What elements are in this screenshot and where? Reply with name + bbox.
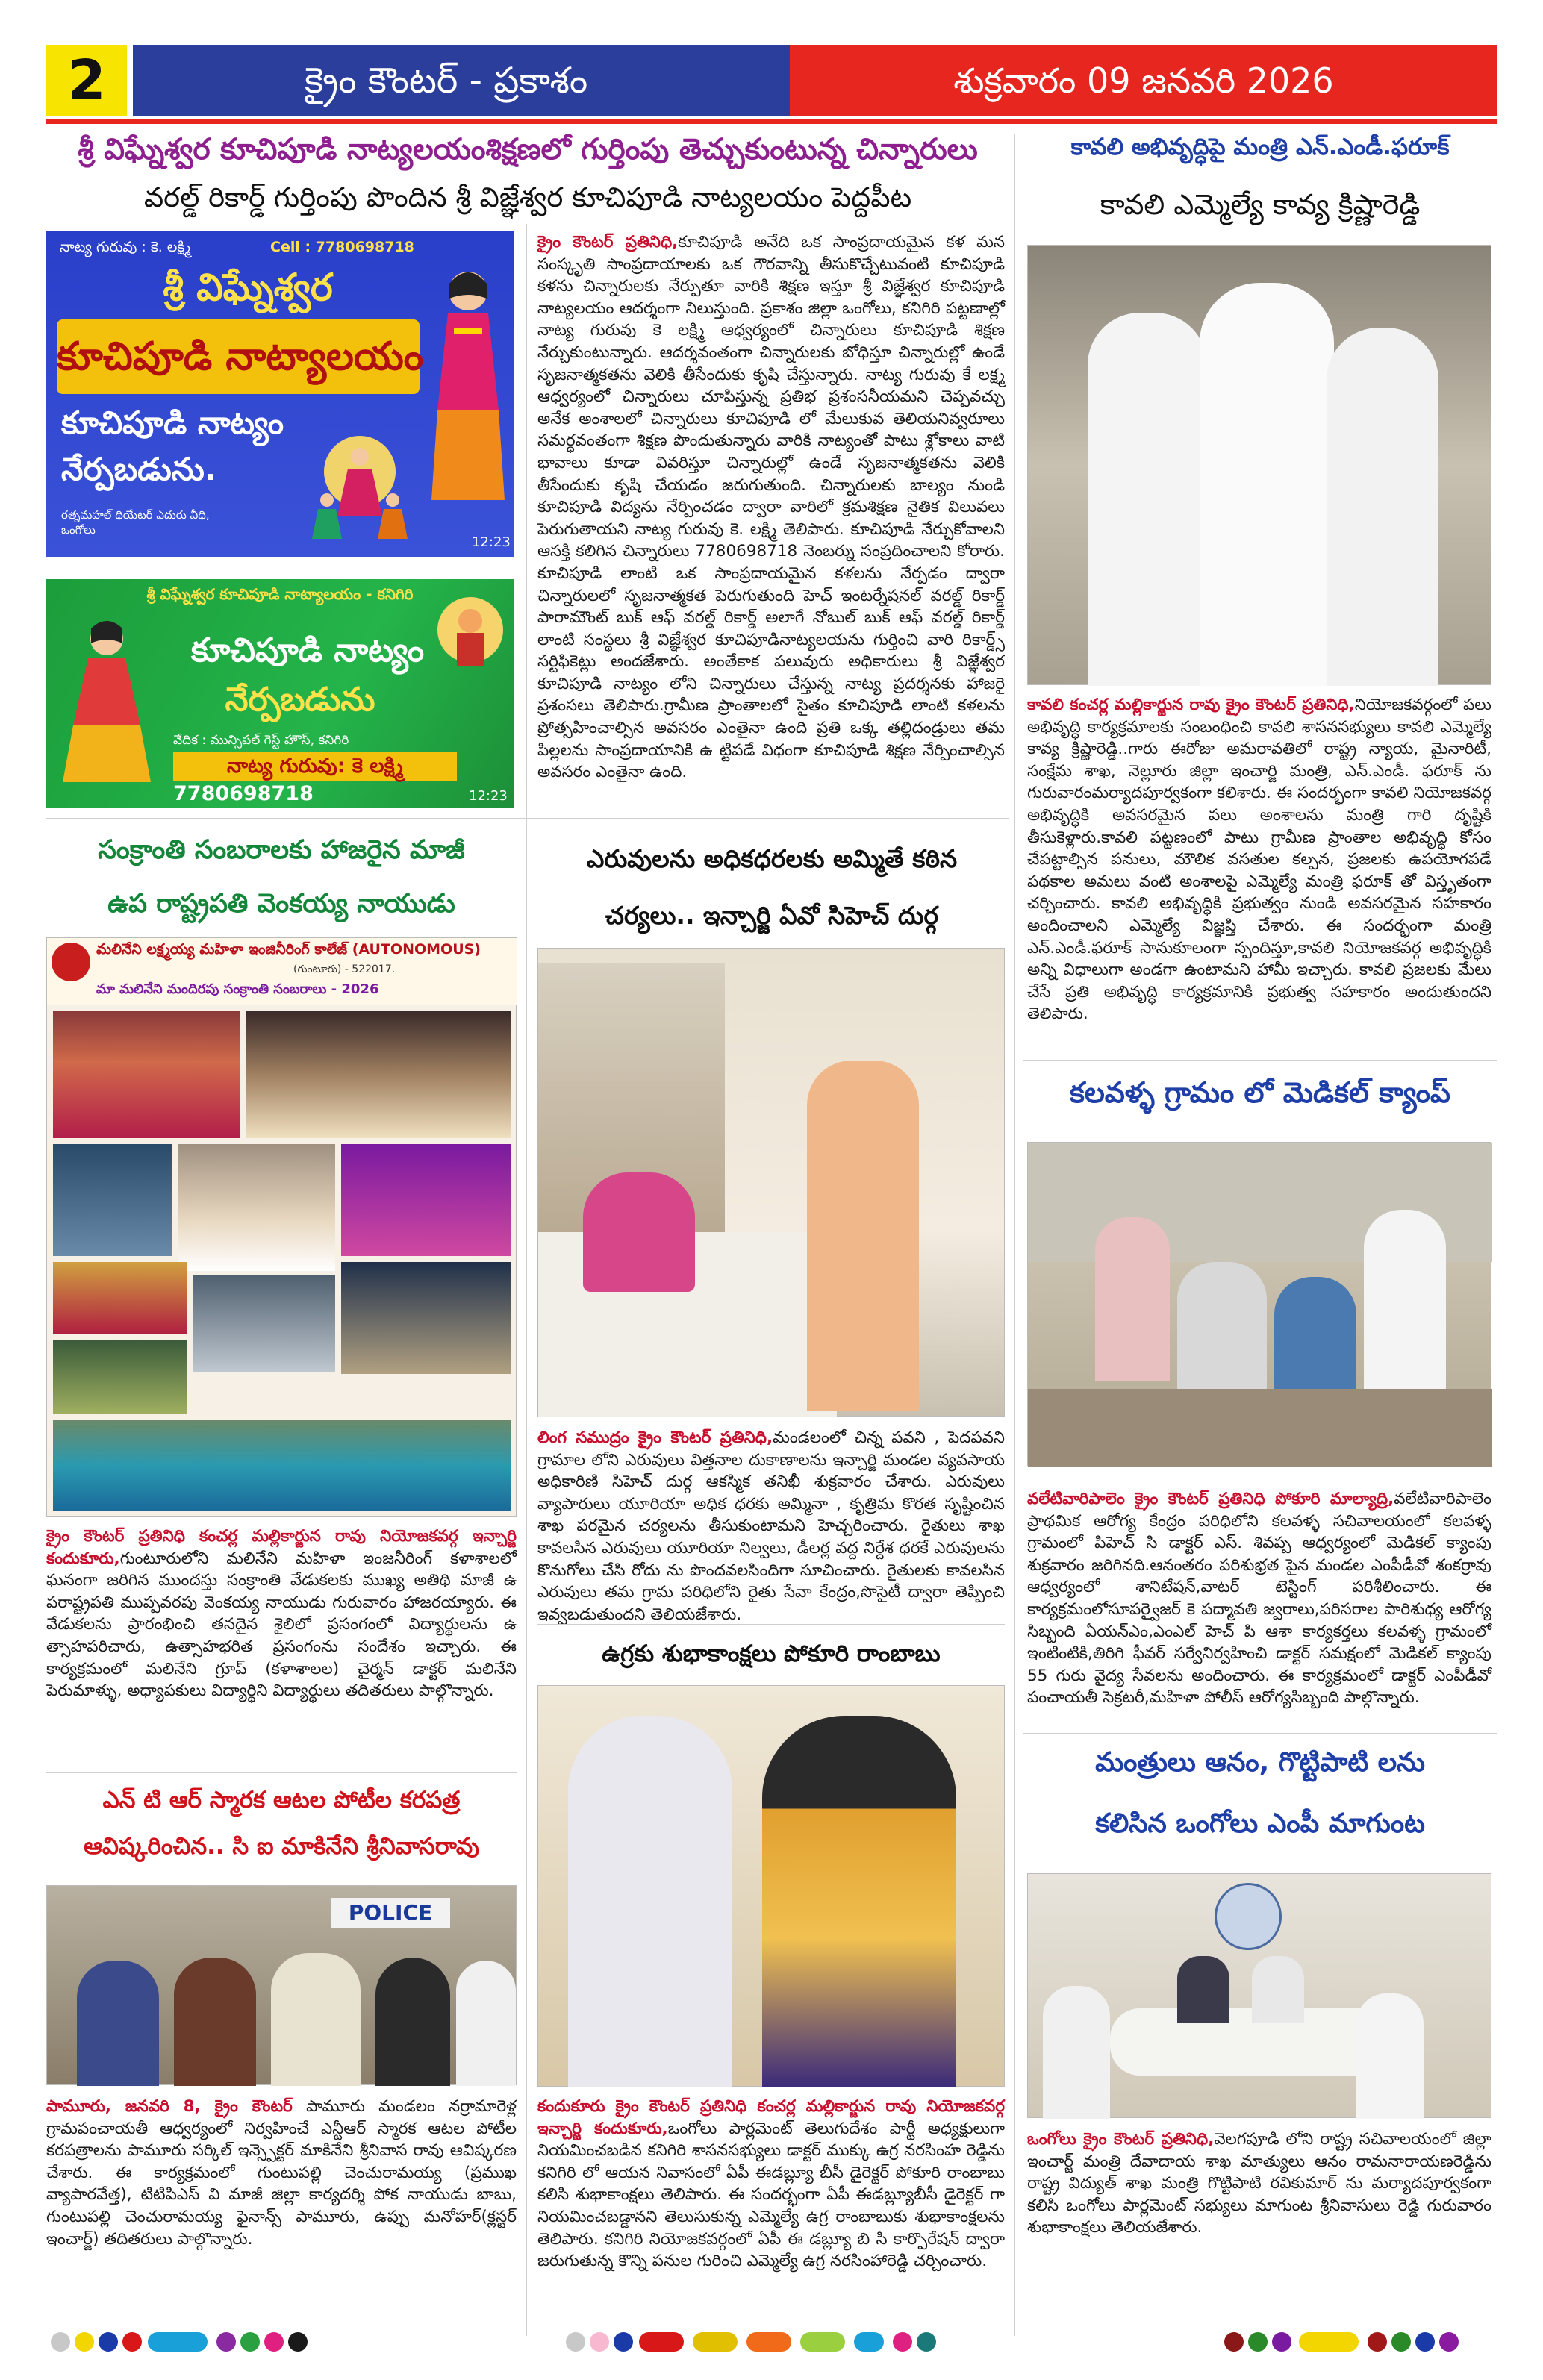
fertilizer-byline: లింగ సముద్రం క్రైం కౌంటర్ ప్రతినిధి, [537,1428,773,1447]
ntr-headline-1: ఎన్ టి ఆర్ స్మారక ఆటల పోటీల కరపత్ర [102,1787,461,1814]
footer-bar [800,2332,845,2352]
mp-byline: ఒంగోలు క్రైం కౌంటర్ ప్రతినిధి, [1027,2130,1215,2149]
footer-dot [590,2332,609,2352]
footer-bar [639,2332,684,2352]
column-divider [1014,134,1015,2336]
medical-camp-photo [1027,1142,1491,1466]
medical-headline: కలవళ్ళ గ్రామం లో మెడికల్ క్యాంప్ [1070,1076,1450,1109]
ad-guru-name: నాట్య గురువు : కె. లక్ష్మి [60,239,191,255]
greetings-headline: ఉగ్రకు శుభాకాంక్షలు పోకూరి రాంబాబు [602,1640,941,1667]
column-divider [526,224,527,2336]
person-figure [1095,1217,1170,1381]
footer-dot [51,2332,70,2352]
kavali-photo [1027,245,1491,685]
building-photo [193,1275,335,1372]
collage-banner [47,938,517,1005]
dancers-photo [341,1144,511,1256]
greetings-body-text: ఒంగోలు పార్లమెంట్ తెలుగుదేశం పార్టీ అధ్యక్షులుగా నియమించబడిన కనిగిరి శాసనసభ్యులు డాక్టర్ ముక్కు ఉగ్ర నరసింహ రెడ్డిను కనిగిరి లో ఆయన నివాసంలో ఏపీ ఈడబ్ల్యూ బీసీ డైరెక్టర్ పోకూరి రాంబాబు కలిసి శుభాకాంక్షలు తెలిపారు. ఈ సందర్భంగా ఏపీ ఈడబ్ల్యూబీసీ డైరెక్టర్ గా నియమించబడ్డానని తెలుసుకున్న ఎమ్మెల్యే ఉగ్ర రాంబాబుకు శుభాకాంక్షలను తెలిపారు. కనిగిరి నియోజకవర్గంలో ఏపీ ఈ డబ్ల్యూ బి సి కార్పొరేషన్ ద్వారా జరుగుతున్న కొన్ని పనుల గురించి ఎమ్మెల్యే ఉగ్ర నరసింహారెడ్డి చర్చించారు. [537,2119,1005,2271]
crowd-photo [53,1011,240,1138]
footer-dot [614,2332,633,2352]
greetings-article-body [537,2096,1005,2317]
dance-school-ad [46,231,514,557]
kavali-article-body [1027,694,1491,1091]
person-figure [1088,313,1207,686]
person-figure [568,1716,732,2087]
person-figure [1327,328,1438,686]
event-title: మా మలినేని మందిరపు సంక్రాంతి సంబరాలు - 2026 [96,981,379,997]
group-photo [53,1420,511,1511]
footer-dot [1272,2332,1291,2352]
dance-body-text: కూచిపూడి అనేది ఒక సాంప్రదాయమైన కళ మన సంస్కృతి సాంప్రదాయాలకు ఒక గౌరవాన్ని తీసుకొచ్చేటువంటి కూచిపూడి కళను చిన్నారులకు నేర్పుతూ వారికి శిక్షణ ఇస్తూ శ్రీ విజ్ఞేశ్వర కూచిపూడి నాట్యలయం ఆదర్శంగా నిలుస్తుంది. ప్రకాశం జిల్లా ఒంగోలు, కనిగిరి పట్టణాల్లో నాట్య గురువు కె లక్ష్మి ఆధ్వర్యంలో చిన్నారులు కూచిపూడి శిక్షణ నేర్చుకుంటున్నారు. ఆదర్శవంతంగా చిన్నారులకు బోధిస్తూ చిన్నారుల్లో ఉండే సృజనాత్మకతను వెలికి తీసేందుకు కృషి చేస్తున్నారు. నాట్య గురువు కే లక్ష్మ ఆధ్వర్యంలో చిన్నారులు చూపిస్తున్న ప్రతిభ ప్రశంసనీయమని చెప్పవచ్చు అనేక అంశాలలో చిన్నారులు కూచిపూడి లో మేలుకువ తెలియనివ్వరూలు సమర్ధవంతంగా శిక్షణ పొందుతున్నారు వారికి నాట్యంతో పాటు శ్లోకాలు వాటి భావాలు కూడా వివరిస్తూ చిన్నారుల్లో ఉండే సృజనాత్మకతను వెలికి తీసేందుకు కృషి చేయడం జరుగుతుంది. చిన్నారులకు బాల్యం నుండి కూచిపూడి విద్యను నేర్పించడం ద్వారా వారిలో క్రమశిక్షణ నైతిక విలువలు పెరుగుతాయని నాట్య గురువు కె. లక్ష్మి తెలిపారు. కూచిపూడి నేర్చుకోవాలని ఆసక్తి కలిగిన చిన్నారులు 7780698718 నెంబర్ను సంప్రదించాలని కోరారు. కూచిపూడి లాంటి ఒక సాంప్రదాయమైన కళలను నేర్పడం ద్వారా చిన్నారులలో సృజనాత్మకత పెరుగుతుంది హెచ్ ఇంటర్నేషనల్ వరల్డ్ రికార్డ్ పారామౌంట్ బుక్ ఆఫ్ వరల్డ్ రికార్డ్ అలాగే నోబుల్ బుక్ ఆఫ్ వరల్డ్ రికార్డ్ లాంటి సంస్థలు శ్రీ విజ్ఞేశ్వర కూచిపూడినాట్యలయను గుర్తించి వారి రికార్డ్స్ సర్టిఫికెట్లు అందజేశారు. అంతేకాక పలువురు అధికారులు శ్రీ విజ్ఞేశ్వర కూచిపూడి నాట్యం లోని చిన్నారులు చేస్తున్న నాట్య ప్రదర్శనకు హాజరై ప్రశంసలు తెలిపారు.గ్రామీణ ప్రాంతాలలో సైతం కూచిపూడి లాంటి కళలను ప్రోత్సహించాల్సిన అవసరం ఎంతైనా ఉంది ప్రతి ఒక్క తల్లిదండ్రులు తమ పిల్లలను సాంప్రదాయానికి ఉ ట్టిపడే విధంగా కూచిపూడి శిక్షణ నేర్పించాల్సిన అవసరం ఎంతైనా ఉంది. [537,233,1005,782]
greetings-photo [537,1685,1005,2087]
sankranti-body-text: గుంటూరులోని మలినేని మహిళా ఇంజనీరింగ్ కళాశాలలో ఘనంగా జరిగిన ముందస్తు సంక్రాంతి వేడుకలకు ముఖ్య అతిథి మాజీ ఉ పరాష్ట్రపతి ముప్పవరపు వెంకయ్య నాయుడు గురువారం హాజరయ్యారు. ఈ వేడుకలను ప్రారంభించి తనదైన శైలిలో ప్రసంగంలో విద్యార్థులను ఉ త్సాహపరిచారు, ఉత్సాహభరిత ప్రసంగంను సందేశం ఇచ్చారు. ఈ కార్యక్రమంలో మలినేని గ్రూప్ (కళాశాలల) చైర్మన్ డాక్టర్ మలినేని పెరుమాళ్ళు, అధ్యాపకులు విద్యార్థిని విద్యార్థులు తదితరులు పాల్గొన్నారు. [46,1549,517,1701]
ad-tagline2: నేర్పబడును. [61,451,216,487]
sankranti-photo-collage [46,937,517,1517]
ad-timestamp: 12:23 [472,534,511,550]
honoree-figure [762,1716,956,2087]
person-figure [1252,1956,1304,2023]
footer-dot [1248,2332,1268,2352]
footer-dot [1415,2332,1435,2352]
ad-title-line1: శ్రీ విఘ్నేశ్వర [163,266,333,309]
ntr-article-body [46,2096,517,2317]
issue-date: శుక్రవారం 09 జనవరి 2026 [790,45,1497,116]
person-figure [1043,1986,1110,2119]
sankranti-article-body [46,1525,517,1763]
state-emblem-icon [1215,1883,1282,1950]
mp-body-text: వెలగపూడి లోని రాష్ట్ర సచివాలయంలో జిల్లా ఇంచార్జ్ మంత్రి దేవాదాయ శాఖ మాత్యులు ఆనం రామనారాయణరెడ్డిను రాష్ట్ర విద్యుత్ శాఖ మంత్రి గొట్టిపాటి రవికుమార్ ను మర్యాదపూర్వకంగా కలిసి ఒంగోలు పార్లమెంట్ సభ్యులు మాగుంట శ్రీనివాసులు రెడ్డి గురువారం శుభాకాంక్షలు తెలియజేశారు. [1027,2130,1491,2237]
section-divider [537,1624,1005,1625]
section-divider [1023,1060,1497,1061]
ntr-headline-2: ఆవిష్కరించిన.. సి ఐ మాకినేని శ్రీనివాసరావు [84,1833,479,1860]
stage-photo [246,1011,511,1138]
person-figure [1177,1956,1229,2023]
person-figure [456,1961,516,2086]
ntr-body-text: పామూరు మండలం నర్రామారెళ్ల గ్రామపంచాయతీ ఆధ్వర్యంలో నిర్వహించే ఎన్టీఆర్ స్మారక ఆటల పోటీల కరపత్రాలను పామూరు సర్కిల్ ఇన్స్పెక్టర్ మాకినేని శ్రీనివాస రావు ఆవిష్కరణ చేశారు. ఈ కార్యక్రమంలో గుంటుపల్లి చెంచురామయ్య (ప్రముఖ వ్యాపారవేత్త), టిటిపిఎస్ వి మాజీ జిల్లా కార్యదర్శి పోక నాయుడు బాబు, గుంటుపల్లి చెంచురామయ్య ఫైనాన్స్ పామూరు, ఉప్పు మనోహర్(క్లస్టర్ ఇంచార్జ్) తదితరులు పాల్గొన్నారు. [46,2097,517,2249]
footer-dot [1391,2332,1411,2352]
ad2-title1: కూచిపూడి నాట్యం [190,631,425,669]
college-city: (గుంటూరు) - 522017. [293,963,396,975]
ad-tagline1: కూచిపూడి నాట్యం [61,405,284,441]
footer-dot [216,2332,236,2352]
fertilizer-headline-1: ఎరువులను అధికధరలకు అమ్మితే కఠిన [586,844,958,873]
page-number: 2 [46,45,127,116]
footer-dot [288,2332,308,2352]
footer-bar [148,2332,208,2352]
ad-address: రత్నమహల్ థియేటర్ ఎదురు వీధి, ఒంగోలు [61,508,210,537]
person-figure [271,1953,361,2086]
mp-headline-2: కలిసిన ఒంగోలు ఎంపీ మాగుంట [1095,1808,1425,1839]
dancer-illustration [58,613,155,785]
ad2-top-line: శ్రీ విఘ్నేశ్వర కూచిపూడి నాట్యాలయం - కనిగిరి [146,585,414,603]
ntr-byline: పామూరు, జనవరి 8, క్రైం కౌంటర్ [46,2097,293,2116]
footer-dot [122,2332,142,2352]
sankranti-byline: క్రైం కౌంటర్ ప్రతినిధి కంచర్ల మల్లికార్జున రావు నియోజకవర్గ ఇన్చార్జి కందుకూరు, [46,1527,517,1568]
person-figure [77,1961,159,2086]
kavali-subhead: కావలి ఎమ్మెల్యే కావ్య క్రిష్ణారెడ్డి [1100,188,1421,221]
footer-color-strip [0,2320,1543,2364]
footer-dot [893,2332,912,2352]
person-figure [1356,1993,1424,2119]
performers-photo [53,1262,187,1334]
footer-bar [854,2332,884,2352]
guests-photo [53,1144,172,1256]
masthead-rule [46,119,1497,124]
ntr-photo [46,1885,517,2085]
fertilizer-article-body [537,1427,1005,1624]
dance-school-ad-kanigiri [46,579,514,808]
ad2-guru: నాట్య గురువు: కె లక్ష్మి [173,752,457,781]
dancer-illustration [427,261,509,515]
paper-name: క్రైం కౌంటర్ - ప్రకాశం [133,45,790,116]
kavali-byline: కావలి కంచర్ల మల్లికార్జున రావు క్రైం కౌంటర్ ప్రతినిధి, [1027,696,1355,714]
procession-photo [341,1262,511,1374]
kavali-headline: కావలి అభివృద్ధిపై మంత్రి ఎన్.ఎండీ.ఫరూక్ [1070,134,1450,160]
ad-cell-number: Cell : 7780698718 [270,239,414,255]
footer-dot [264,2332,284,2352]
greetings-byline: కందుకూరు క్రైం కౌంటర్ ప్రతినిధి కంచర్ల మల్లికార్జున రావు నియోజకవర్గ ఇన్చార్జి కందుకూరు, [537,2097,1005,2138]
fertilizer-body-text: మండలంలో చిన్న పవని , పెదపవని గ్రామాల లోని ఎరువులు విత్తనాల దుకాణాలను ఇన్చార్జి మండల వ్యవసాయ అధికారిణి సిహెచ్ దుర్గ ఆకస్మిక తనిఖీ శుక్రవారం చేశారు. ఎరువులు వ్యాపారులు యూరియా అధిక ధరకు అమ్మినా , కృత్రిమ కొరత సృష్టించిన శాఖ పరమైన చర్యలను తీసుకుంటామని హెచ్చరించారు. రైతులు శాఖ కావలసిన ఎరువులు యూరియా నిల్వలు, డీలర్ల వద్ద నిర్దేశ ధరకే ఎరువులను కొనుగోలు చేసి రోదు ను పొందవలసిందిగా సూచించారు. రైతులకు కావలసిన ఎరువులు తమ గ్రామ పరిధిలోని రైతు సేవా కేంద్రం,సొసైటీ ద్వారా తెప్పించి ఇవ్వబడుతుందని తెలియజేశారు. [537,1428,1005,1624]
person-figure [1200,283,1334,686]
footer-dot [99,2332,118,2352]
footer-dot [1224,2332,1244,2352]
section-divider [46,818,1009,819]
section-divider [1023,1733,1497,1734]
police-sign: POLICE [331,1898,450,1928]
mp-article-body [1027,2128,1491,2317]
footer-dot [566,2332,585,2352]
college-logo-icon [52,943,90,981]
deity-image [434,585,506,675]
medical-body-text: వలేటివారిపాలెం ప్రాథమిక ఆరోగ్య కేంద్రం పరిధిలోని కలవళ్ళ సచివాలయంలో కలవళ్ళ గ్రామంలో పిహెచ్ సి డాక్టర్ ఎస్. శివప్ప ఆధ్వర్యంలో మెడికల్ క్యాంపు శుక్రవారం జరిగినది.ఆనంతరం పరిశుభ్రత పైన మండల ఎంపీడీవో శంకర్రావు ఆధ్వర్యంలో శానిటేషన్,వాటర్ టెస్టింగ్ పరిశీలించారు. ఈ కార్యక్రమంలోసూపర్వైజర్ కె పద్మావతి జ్వరాలు,పరిసరాల పారిశుధ్య ఆరోగ్య సిబ్బంది ఏయన్ఎం,ఎంఎల్ హెచ్ పి ఆశా కార్యకర్తలు కలవళ్ళ గ్రామంలో ఇంటింటికి,తిరిగి ఫీవర్ సర్వేనిర్వహించి డాక్టర్ సమక్షంలో మెడికల్ క్యాంపు 55 గురు వైద్య సేవలను అందించారు. ఈ కార్యక్రమంలో డాక్టర్ ఎంపీడీవో పంచాయతీ సెక్రటరీ,మహిళా పోలీస్ ఆరోగ్యసిబ్బంది పాల్గొన్నారు. [1027,1490,1491,1708]
ad2-timestamp: 12:23 [469,788,508,804]
dance-subhead: వరల్డ్ రికార్డ్ గుర్తింపు పొందిన శ్రీ విజ్ఞేశ్వర కూచిపూడి నాట్యలయం పెద్దపీట [143,181,912,213]
fertilizer-shop-photo [537,948,1005,1417]
sankranti-headline-2: ఉప రాష్ట్రపతి వెంకయ్య నాయుడు [107,889,455,919]
person-figure [174,1958,256,2086]
speaker-photo [178,1144,335,1271]
fertilizer-headline-2: చర్యలు.. ఇన్చార్జి ఏవో సిహెచ్ దుర్గ [605,901,939,930]
footer-dot [1368,2332,1387,2352]
tower-photo [53,1340,187,1414]
mp-headline-1: మంత్రులు ఆనం, గొట్టిపాటి లను [1095,1747,1425,1778]
officer-figure [583,1172,695,1292]
mp-meeting-photo [1027,1873,1491,2118]
person-figure [1177,1262,1267,1404]
footer-dot [240,2332,260,2352]
ad-title-line2: కూచిపూడి నాట్యాలయం [57,319,420,394]
footer-dot [1439,2332,1459,2352]
footer-bar [693,2332,738,2352]
medical-article-body [1027,1488,1491,1754]
ad2-phone: 7780698718 [173,782,314,805]
college-name: మలినేని లక్ష్మయ్య మహిళా ఇంజినీరింగ్ కాలేజ్ (AUTONOMOUS) [96,941,481,958]
person-figure [375,1958,450,2086]
footer-dot [75,2332,94,2352]
sankranti-headline-1: సంక్రాంతి సంబరాలకు హాజరైన మాజీ [98,835,465,865]
medical-byline: వలేటివారిపాలెం క్రైం కౌంటర్ ప్రతినిధి పోకూరి మాల్యాద్రి, [1027,1490,1394,1508]
ad2-venue: వేదిక : మున్సిపల్ గెస్ట్ హౌస్, కనిగిరి [173,733,349,748]
footer-bar [1299,2332,1359,2352]
footer-bar [746,2332,791,2352]
dancer-group-illustration [300,427,420,546]
farmer-figure [807,1061,919,1411]
footer-dot [917,2332,936,2352]
floor [1028,1389,1492,1467]
dance-byline: క్రైం కౌంటర్ ప్రతినిధి, [537,233,679,252]
dance-headline: శ్రీ విఘ్నేశ్వర కూచిపూడి నాట్యలయంశిక్షణలో గుర్తింపు తెచ్చుకుంటున్న చిన్నారులు [78,133,978,166]
ad2-title2: నేర్పబడును [225,681,375,719]
section-divider [46,1772,517,1773]
kavali-body-text: నియోజకవర్గంలో పలు అభివృద్ధి కార్యక్రమాలకు సంబంధించి కావలి శాసనసభ్యులు కావలి ఎమ్మెల్యే కావ్య క్రిష్ణారెడ్డి..గారు ఈరోజు అమరావతిలో రాష్ట్ర న్యాయ, మైనారిటీ, సంక్షేమ శాఖ, నెల్లూరు జిల్లా ఇంచార్జి మంత్రి, ఎన్.ఎండీ. ఫరూక్ ను గురువారంమర్యాదపూర్వకంగా కలిశారు. ఈ సందర్భంగా కావలి నియోజకవర్గ అభివృద్ధికి అవసరమైన పలు అంశాలను మంత్రి గారి దృష్టికి తీసుకెళ్లారు.కావలి పట్టణంలో పాటు గ్రామీణ ప్రాంతాల అభివృద్ధి కోసం చేపట్టాల్సిన పనులు, మౌలిక వసతుల కల్పన, ప్రజలకు ఉపయోగపడే పథకాల అమలు వంటి అంశాలపై ఎమ్మెల్యే మంత్రి ఫరూక్ తో విస్తృతంగా చర్చించారు. కావలి అభివృద్ధికి ప్రభుత్వం నుండి అవసరమైన సహకారం అందించాలని ఎమ్మెల్యే విజ్ఞప్తి చేశారు. ఈ సందర్భంగా మంత్రి ఎన్.ఎండీ.ఫరూక్ సానుకూలంగా స్పందిస్తూ,కావలి నియోజకవర్గ అభివృద్ధికి అన్ని విధాలుగా అండగా ఉంటామని హామీ ఇచ్చారు. కావలి ప్రజలకు మేలు చేసే ప్రతి అభివృద్ధి కార్యక్రమానికి ప్రభుత్వ సహకారం అందుతుందని తెలిపారు. [1027,696,1491,1024]
dance-article-body [537,231,1005,809]
